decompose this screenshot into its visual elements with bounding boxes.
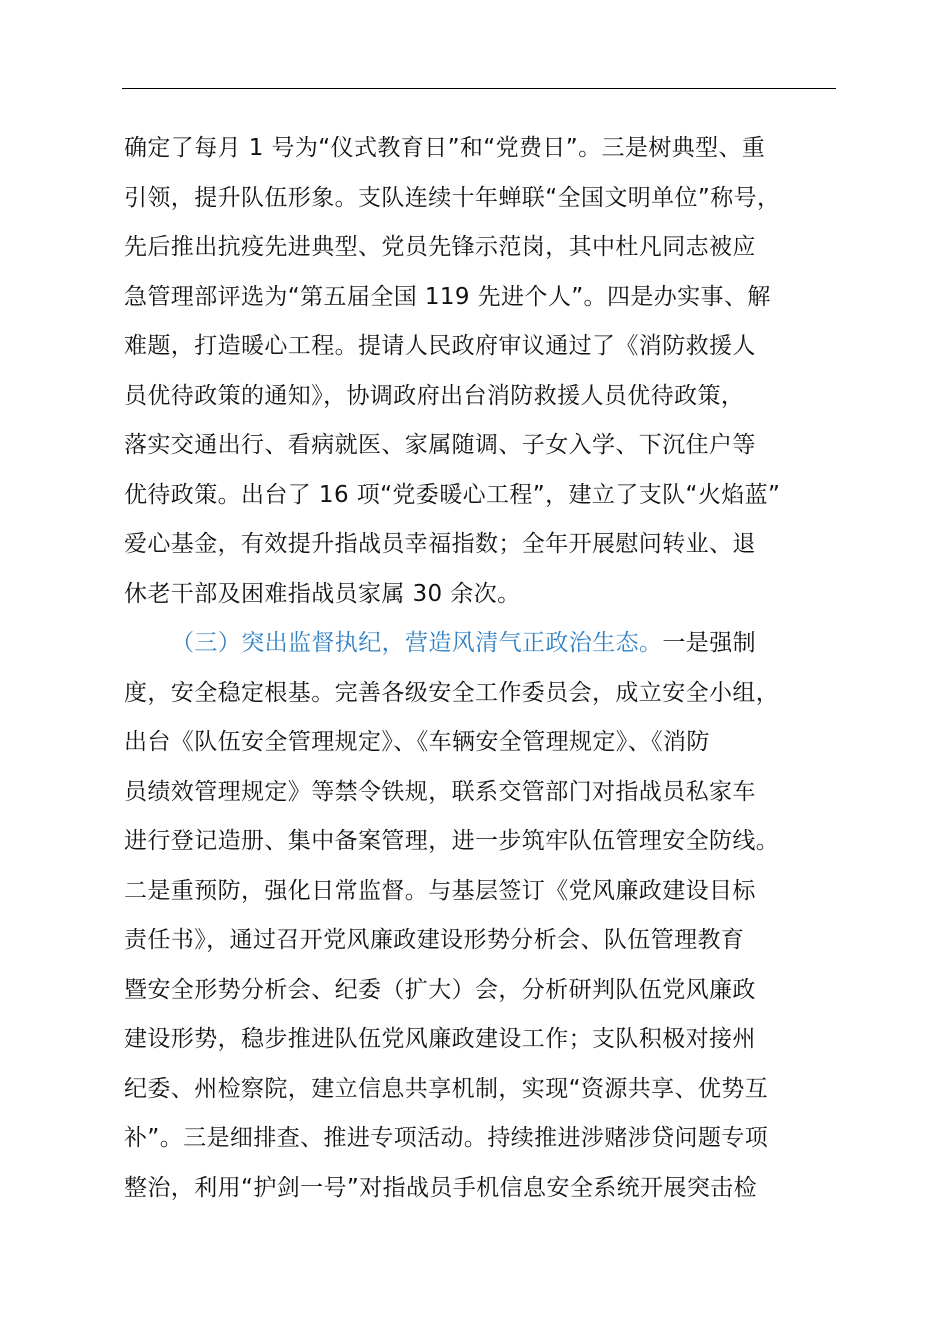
text-line: 落实交通出行、看病就医、家属随调、子女入学、下沉住户等 — [124, 432, 756, 458]
header-rule — [122, 88, 836, 89]
section-heading: （三）突出监督执纪，营造风清气正政治生态。 — [171, 630, 663, 656]
section-heading-tail: 一是强制 — [662, 630, 757, 656]
text-line: 整治，利用“护剑一号”对指战员手机信息安全系统开展突击检 — [124, 1174, 758, 1201]
text-line: 急管理部评选为“第五届全国 119 先进个人”。四是办实事、解 — [124, 283, 771, 310]
text-line: 二是重预防，强化日常监督。与基层签订《党风廉政建设目标 — [124, 877, 756, 904]
text-line: 出台《队伍安全管理规定》、《车辆安全管理规定》、《消防 — [124, 729, 710, 755]
text-line: 员绩效管理规定》等禁令铁规，联系交管部门对指战员私家车 — [124, 778, 756, 805]
text-line: 确定了每月 1 号为“仪式教育日”和“党费日”。三是树典型、重 — [124, 135, 766, 161]
text-line: 引领，提升队伍形象。支队连续十年蝉联“全国文明单位”称号， — [124, 184, 781, 211]
text-line: 建设形势，稳步推进队伍党风廉政建设工作；支队积极对接州 — [124, 1026, 756, 1052]
section-heading-line — [124, 619, 864, 669]
text-line: 进行登记造册、集中备案管理，进一步筑牢队伍管理安全防线。 — [124, 828, 780, 854]
text-line: 责任书》，通过召开党风廉政建设形势分析会、队伍管理教育 — [124, 927, 745, 953]
text-line: 补”。三是细排查、推进专项活动。持续推进涉赌涉贷问题专项 — [124, 1125, 769, 1151]
text-line: 暨安全形势分析会、纪委（扩大）会，分析研判队伍党风廉政 — [124, 976, 756, 1003]
text-line: 先后推出抗疫先进典型、党员先锋示范岗，其中杜凡同志被应 — [124, 234, 756, 260]
text-line: 休老干部及困难指战员家属 30 余次。 — [124, 580, 521, 607]
text-line: 优待政策。出台了 16 项“党委暖心工程”，建立了支队“火焰蓝” — [124, 481, 781, 508]
text-line: 爱心基金，有效提升指战员幸福指数；全年开展慰问转业、退 — [124, 531, 756, 557]
body-text — [124, 124, 864, 1213]
text-line: 纪委、州检察院，建立信息共享机制，实现“资源共享、优势互 — [124, 1075, 769, 1102]
text-line: 难题，打造暖心工程。提请人民政府审议通过了《消防救援人 — [124, 333, 756, 359]
text-line: 度，安全稳定根基。完善各级安全工作委员会，成立安全小组， — [124, 679, 780, 706]
paragraph-2 — [124, 619, 864, 1213]
paragraph-1 — [124, 124, 864, 619]
text-line: 员优待政策的通知》，协调政府出台消防救援人员优待政策， — [124, 382, 745, 409]
